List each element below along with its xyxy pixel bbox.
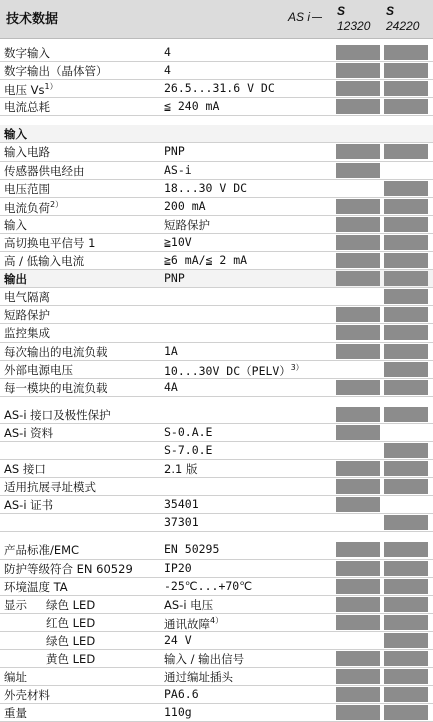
spec-label: 产品标准/EMC	[4, 543, 80, 558]
applicability-mark	[336, 81, 380, 96]
column-header-2	[386, 4, 424, 34]
spec-value: PNP	[164, 271, 185, 286]
spec-label: 输出	[4, 272, 27, 287]
applicability-mark	[384, 181, 428, 196]
applicability-mark	[384, 126, 428, 141]
spec-row	[0, 514, 433, 532]
applicability-mark	[336, 407, 380, 422]
spec-label: 外部电源电压	[4, 362, 73, 377]
spec-row	[0, 460, 433, 478]
column-code: 24220	[386, 19, 420, 33]
led-label: 绿色 LED	[46, 597, 96, 612]
spec-label: 环境温度 TA	[4, 579, 68, 594]
spec-label: 数字输出（晶体管）	[4, 64, 108, 79]
applicability-mark	[336, 307, 380, 322]
spec-row	[0, 162, 433, 180]
column-header-1	[337, 4, 375, 34]
spec-value: 18...30 V DC	[164, 180, 248, 195]
applicability-mark	[384, 253, 428, 268]
applicability-mark	[384, 380, 428, 395]
spec-value: ≦ 240 mA	[164, 99, 220, 114]
applicability-mark	[336, 615, 380, 630]
applicability-mark	[336, 561, 380, 576]
spec-value: 2.1 版	[164, 462, 198, 477]
applicability-mark	[336, 199, 380, 214]
applicability-mark	[384, 235, 428, 250]
spec-value: S-7.0.E	[164, 442, 213, 457]
spec-value: 35401	[164, 497, 199, 512]
spec-row	[0, 198, 433, 216]
applicability-mark	[384, 63, 428, 78]
applicability-mark	[384, 443, 428, 458]
applicability-mark	[336, 271, 380, 286]
applicability-mark	[384, 461, 428, 476]
label-footnote: 2）	[50, 199, 64, 209]
spec-label: AS-i 资料	[4, 425, 54, 440]
applicability-mark	[336, 633, 380, 648]
spec-label: 数字输入	[4, 46, 50, 60]
spec-value: 37301	[164, 515, 199, 530]
spec-row	[0, 80, 433, 98]
applicability-mark	[336, 515, 380, 530]
spec-value: PNP	[164, 144, 185, 159]
applicability-mark	[336, 705, 380, 720]
applicability-mark	[336, 344, 380, 359]
spec-label: AS-i 证书	[4, 498, 54, 513]
spec-value: AS-i 电压	[164, 597, 214, 612]
applicability-mark	[384, 579, 428, 594]
spec-label: 外壳材料	[4, 688, 50, 703]
applicability-mark	[336, 380, 380, 395]
spec-row	[0, 216, 433, 234]
spec-value: PA6.6	[164, 687, 199, 702]
spec-label: 输入	[4, 217, 27, 232]
spec-value: IP20	[164, 560, 192, 575]
value-footnote: 4）	[210, 615, 224, 625]
applicability-mark	[336, 443, 380, 458]
spec-label: 电流总耗	[4, 100, 50, 115]
applicability-mark	[384, 633, 428, 648]
spec-row	[0, 98, 433, 116]
spec-value: ≧6 mA/≦ 2 mA	[164, 253, 248, 268]
applicability-mark	[336, 479, 380, 494]
spec-label: 输入	[4, 127, 27, 142]
applicability-mark	[384, 81, 428, 96]
applicability-mark	[384, 425, 428, 440]
spec-value: 110g	[164, 705, 192, 720]
spec-row	[0, 650, 433, 668]
spec-value: 10...30V DC（PELV）$^{3)}$	[164, 362, 304, 378]
spec-row	[0, 306, 433, 324]
applicability-mark	[336, 163, 380, 178]
spec-value: 1A	[164, 343, 178, 358]
spec-label: 电压范围	[4, 181, 50, 196]
spec-row	[0, 288, 433, 306]
column-prefix: S	[386, 4, 395, 18]
spec-value: 通讯故障$^{4)}$	[164, 615, 224, 631]
applicability-mark	[336, 99, 380, 114]
applicability-mark	[336, 325, 380, 340]
spec-row	[0, 252, 433, 270]
applicability-mark	[336, 144, 380, 159]
spec-label: 每次输出的电流负载	[4, 344, 108, 359]
led-label: 黄色 LED	[46, 652, 96, 666]
applicability-mark	[384, 497, 428, 512]
spec-value: 200 mA	[164, 198, 206, 213]
applicability-mark	[384, 144, 428, 159]
applicability-mark	[384, 597, 428, 612]
spec-row	[0, 560, 433, 578]
column-prefix: S	[337, 4, 346, 18]
applicability-mark	[336, 126, 380, 141]
applicability-mark	[384, 325, 428, 340]
applicability-mark	[336, 542, 380, 557]
applicability-mark	[336, 579, 380, 594]
spec-row	[0, 632, 433, 650]
spec-value: S-0.A.E	[164, 424, 213, 439]
applicability-mark	[384, 705, 428, 720]
spec-row	[0, 361, 433, 379]
applicability-mark	[384, 407, 428, 422]
spec-row	[0, 541, 433, 559]
spec-label: 短路保护	[4, 308, 50, 323]
spec-row	[0, 324, 433, 342]
spec-row	[0, 343, 433, 361]
row-spacer	[0, 532, 433, 541]
applicability-mark	[384, 289, 428, 304]
applicability-mark	[384, 362, 428, 377]
spec-row	[0, 442, 433, 460]
spec-row	[0, 668, 433, 686]
spec-value: 26.5...31.6 V DC	[164, 81, 275, 96]
applicability-mark	[336, 181, 380, 196]
spec-row	[0, 478, 433, 496]
applicability-mark	[384, 163, 428, 178]
spec-row	[0, 379, 433, 397]
spec-label: 电流负荷$^{2)}$	[4, 199, 64, 215]
header-family: AS i	[288, 10, 322, 24]
spec-value: 短路保护	[164, 217, 210, 232]
spec-value: AS-i	[164, 162, 192, 177]
applicability-mark	[336, 461, 380, 476]
applicability-mark	[336, 63, 380, 78]
applicability-mark	[384, 542, 428, 557]
spec-label: 输入电路	[4, 145, 50, 160]
applicability-mark	[384, 479, 428, 494]
spec-label: 电压 $Vs^{1)}$	[4, 82, 58, 98]
spec-row	[0, 578, 433, 596]
applicability-mark	[336, 687, 380, 702]
spec-row	[0, 44, 433, 62]
spec-row	[0, 143, 433, 161]
applicability-mark	[384, 687, 428, 702]
spec-label: 防护等级符合 EN 60529	[4, 561, 133, 576]
applicability-mark	[384, 217, 428, 232]
spec-row	[0, 686, 433, 704]
spec-value: EN 50295	[164, 542, 220, 557]
applicability-mark	[336, 253, 380, 268]
spec-row	[0, 62, 433, 80]
applicability-mark	[384, 561, 428, 576]
label-footnote: 1）	[44, 82, 58, 92]
row-spacer	[0, 397, 433, 406]
spec-label: 重量	[4, 706, 27, 721]
spec-row	[0, 270, 433, 288]
spec-label: 显示	[4, 597, 27, 612]
applicability-mark	[384, 99, 428, 114]
spec-label: 编址	[4, 670, 27, 685]
spec-value: 4A	[164, 379, 178, 394]
spec-row	[0, 496, 433, 514]
applicability-mark	[384, 45, 428, 60]
column-code: 12320	[337, 19, 371, 33]
applicability-mark	[336, 235, 380, 250]
applicability-mark	[336, 45, 380, 60]
spec-row	[0, 180, 433, 198]
applicability-mark	[384, 651, 428, 666]
spec-row	[0, 424, 433, 442]
row-spacer	[0, 116, 433, 125]
applicability-mark	[336, 651, 380, 666]
spec-label: 传感器供电经由	[4, 163, 85, 178]
spec-value: 24 V	[164, 632, 192, 647]
spec-label: 高切换电平信号 1	[4, 235, 96, 250]
spec-value: -25℃...+70℃	[164, 578, 253, 593]
spec-value: 输入 / 输出信号	[164, 652, 245, 666]
applicability-mark	[336, 362, 380, 377]
applicability-mark	[336, 497, 380, 512]
spec-row	[0, 704, 433, 722]
spec-row	[0, 234, 433, 252]
spec-label: AS-i 接口及极性保护	[4, 407, 111, 422]
spec-row	[0, 596, 433, 614]
spec-row	[0, 125, 433, 143]
led-label: 红色 LED	[46, 615, 96, 630]
applicability-mark	[384, 615, 428, 630]
applicability-mark	[336, 217, 380, 232]
spec-label: AS 接口	[4, 462, 46, 477]
header-title: 技术数据	[6, 12, 59, 27]
spec-label: 适用抗展寻址模式	[4, 480, 96, 495]
value-footnote: 3）	[290, 362, 304, 372]
spec-value: 4	[164, 63, 171, 78]
spec-table	[0, 44, 433, 722]
spec-row	[0, 406, 433, 424]
applicability-mark	[336, 597, 380, 612]
table-header	[0, 0, 433, 39]
led-label: 绿色 LED	[46, 633, 96, 648]
applicability-mark	[336, 425, 380, 440]
spec-label: 每一模块的电流负载	[4, 380, 108, 395]
spec-value: ≧10V	[164, 234, 192, 249]
spec-label: 电气隔离	[4, 290, 50, 305]
applicability-mark	[384, 515, 428, 530]
applicability-mark	[384, 344, 428, 359]
spec-value: 4	[164, 45, 171, 59]
spec-label: 高 / 低输入电流	[4, 254, 85, 269]
spec-label: 监控集成	[4, 326, 50, 341]
spec-row	[0, 614, 433, 632]
applicability-mark	[336, 289, 380, 304]
applicability-mark	[384, 307, 428, 322]
spec-value: 通过编址插头	[164, 670, 233, 685]
applicability-mark	[384, 271, 428, 286]
applicability-mark	[384, 199, 428, 214]
